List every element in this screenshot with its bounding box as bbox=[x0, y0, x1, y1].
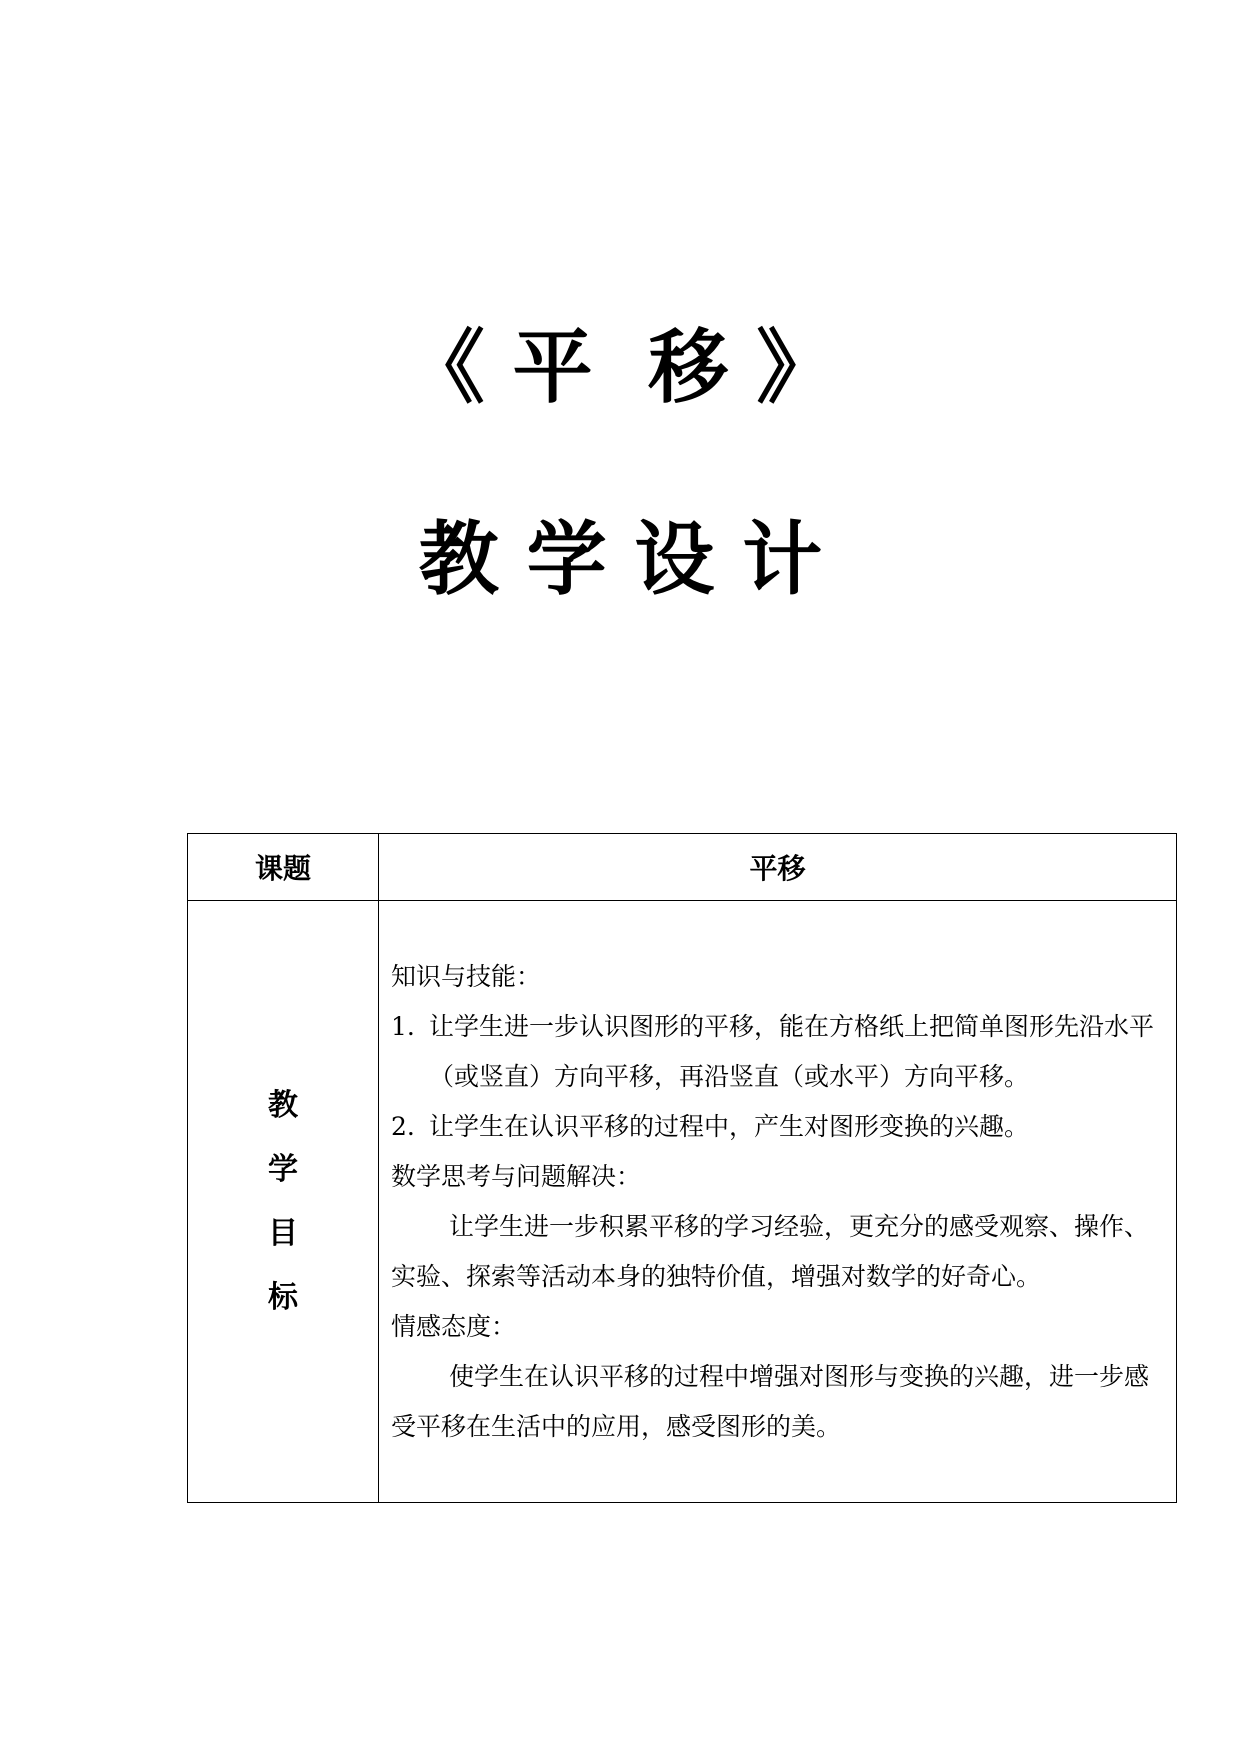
item-text: 让学生在认识平移的过程中，产生对图形变换的兴趣。 bbox=[429, 1111, 1030, 1141]
topic-label: 课题 bbox=[188, 834, 379, 901]
teaching-goals-row bbox=[188, 901, 1177, 1503]
item-text: 让学生进一步认识图形的平移，能在方格纸上把简单图形先沿水平（或竖直）方向平移，再沿竖直（或水平）方向平移。 bbox=[429, 1011, 1155, 1091]
list-item bbox=[391, 1102, 1164, 1152]
knowledge-heading: 知识与技能： bbox=[391, 961, 542, 991]
document-title: 《 平 移 》 bbox=[404, 321, 837, 414]
thinking-heading: 数学思考与问题解决： bbox=[391, 1161, 642, 1191]
emotion-text: 使学生在认识平移的过程中增强对图形与变换的兴趣，进一步感受平移在生活中的应用，感受图形的美。 bbox=[391, 1361, 1150, 1441]
emotion-heading: 情感态度： bbox=[391, 1311, 517, 1341]
table-header-row bbox=[188, 834, 1177, 901]
item-number: 1. bbox=[391, 1011, 415, 1041]
label-char: 标 bbox=[268, 1279, 298, 1315]
teaching-goals-content bbox=[379, 901, 1177, 1503]
label-char: 学 bbox=[268, 1151, 298, 1187]
label-char: 目 bbox=[268, 1215, 298, 1251]
thinking-text: 让学生进一步积累平移的学习经验，更充分的感受观察、操作、实验、探索等活动本身的独特价值，增强对数学的好奇心。 bbox=[391, 1211, 1150, 1291]
label-char: 教 bbox=[268, 1087, 298, 1123]
item-number: 2. bbox=[391, 1111, 415, 1141]
topic-value: 平移 bbox=[379, 834, 1177, 901]
document-subtitle: 教 学 设 计 bbox=[418, 513, 823, 606]
list-item bbox=[391, 1002, 1164, 1102]
teaching-goals-label bbox=[188, 901, 379, 1503]
lesson-plan-table bbox=[187, 833, 1177, 1503]
